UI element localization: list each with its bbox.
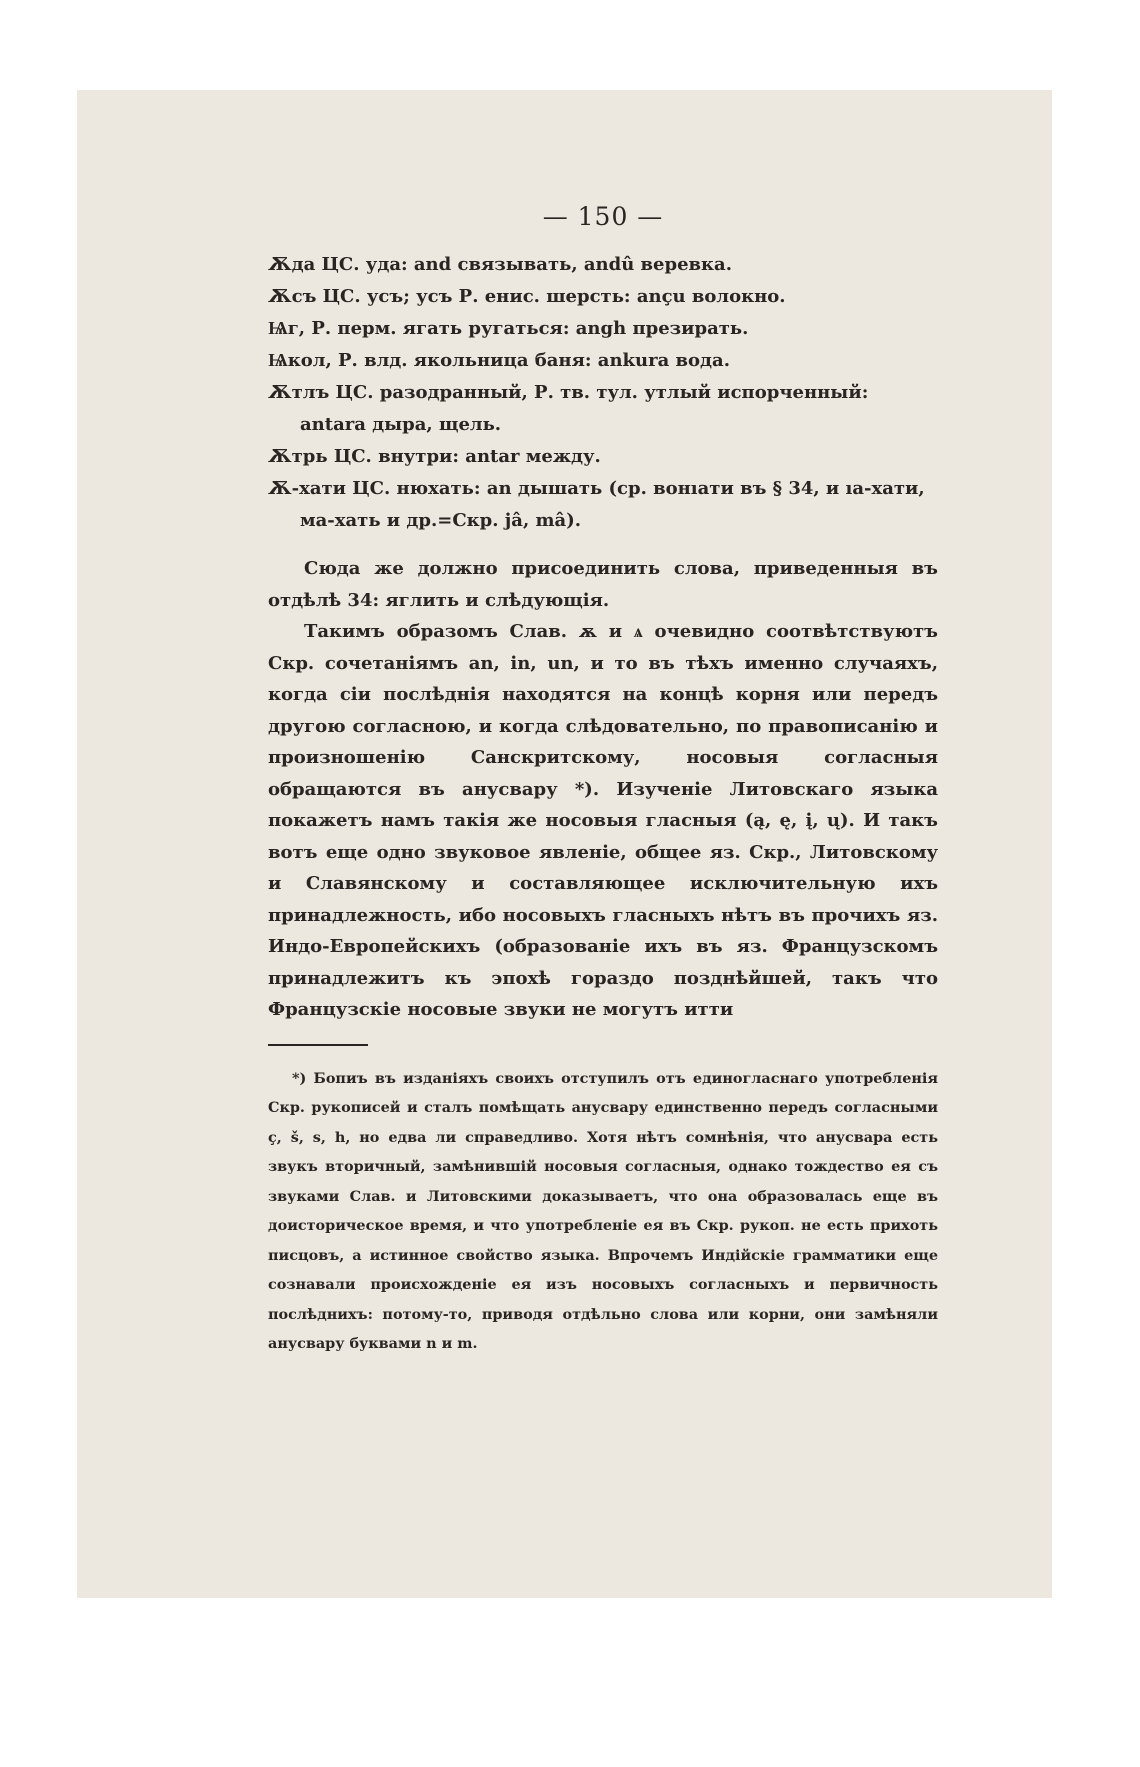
etymology-entry: Ѫтрь ЦС. внутри: antar между. bbox=[268, 446, 601, 467]
body-paragraph: Такимъ образомъ Слав. ѫ и ѧ очевидно соотвѣтствуютъ Скр. сочетаніямъ an, in, un, и то въ тѣхъ именно случаяхъ, когда сіи послѣднія находятся на концѣ корня или передъ другою согласною, и когда слѣдовательно, по правописанію и произношенію Санскритскому, носовыя согласныя обращаются въ анусвару *). Изученіе Литовскаго языка покажетъ намъ такія же носовыя гласныя (ą, ę, į, ų). И такъ вотъ еще одно звуковое явленіе, общее яз. Скр., Литовскому и Славянскому и составляющее исключительную ихъ принадлежность, ибо носовыхъ гласныхъ нѣтъ въ прочихъ яз. Индо-Европейскихъ (образованіе ихъ въ яз. Французскомъ принадлежитъ къ эпохѣ гораздо позднѣйшей, такъ что Французскіе носовые звуки не могутъ итти bbox=[268, 621, 938, 1020]
etymology-entry: Ѫда ЦС. уда: and связывать, andû веревка. bbox=[268, 254, 732, 275]
footnote-divider bbox=[268, 1044, 368, 1046]
page-text bbox=[268, 202, 938, 1359]
book-page bbox=[77, 90, 1052, 1598]
body-paragraph: Сюда же должно присоединить слова, приведенныя въ отдѣлѣ 34: яглить и слѣдующія. bbox=[268, 558, 938, 611]
etymology-entry: Ѩкол, Р. влд. якольница баня: ankura вода. bbox=[268, 350, 730, 371]
footnote: *) Бопиъ въ изданіяхъ своихъ отступилъ отъ единогласнаго употребленія Скр. рукописей и сталъ помѣщать анусвару единственно передъ согласными ç, š, s, h, но едва ли справедливо. Хотя нѣтъ сомнѣнія, что анусвара есть звукъ вторичный, замѣнившій носовыя согласныя, однако тождество ея съ звуками Слав. и Литовскими доказываетъ, что она образовалась еще въ доисторическое время, и что употребленіе ея въ Скр. рукоп. не есть прихоть писцовъ, а истинное свойство языка. Впрочемъ Индійскіе грамматики еще сознавали происхожденіе ея изъ носовыхъ согласныхъ и первичность послѣднихъ: потому-то, приводя отдѣльно слова или корни, они замѣняли анусвару буквами n и m. bbox=[268, 1069, 938, 1352]
etymology-entry: Ѫсъ ЦС. усъ; усъ Р. енис. шерсть: ançu волокно. bbox=[268, 286, 786, 307]
etymology-list bbox=[268, 249, 938, 537]
etymology-entry: Ѩг, Р. перм. ягать ругаться: angh презирать. bbox=[268, 318, 749, 339]
etymology-entry: Ѫ-хати ЦС. нюхать: an дышать (ср. вонıати въ § 34, и ıа-хати, ма-хать и др.=Скр. jâ, mâ). bbox=[268, 478, 925, 531]
page-number: — 150 — bbox=[542, 202, 664, 231]
etymology-entry: Ѫтлъ ЦС. разодранный, Р. тв. тул. утлый испорченный: antara дыра, щель. bbox=[268, 382, 869, 435]
